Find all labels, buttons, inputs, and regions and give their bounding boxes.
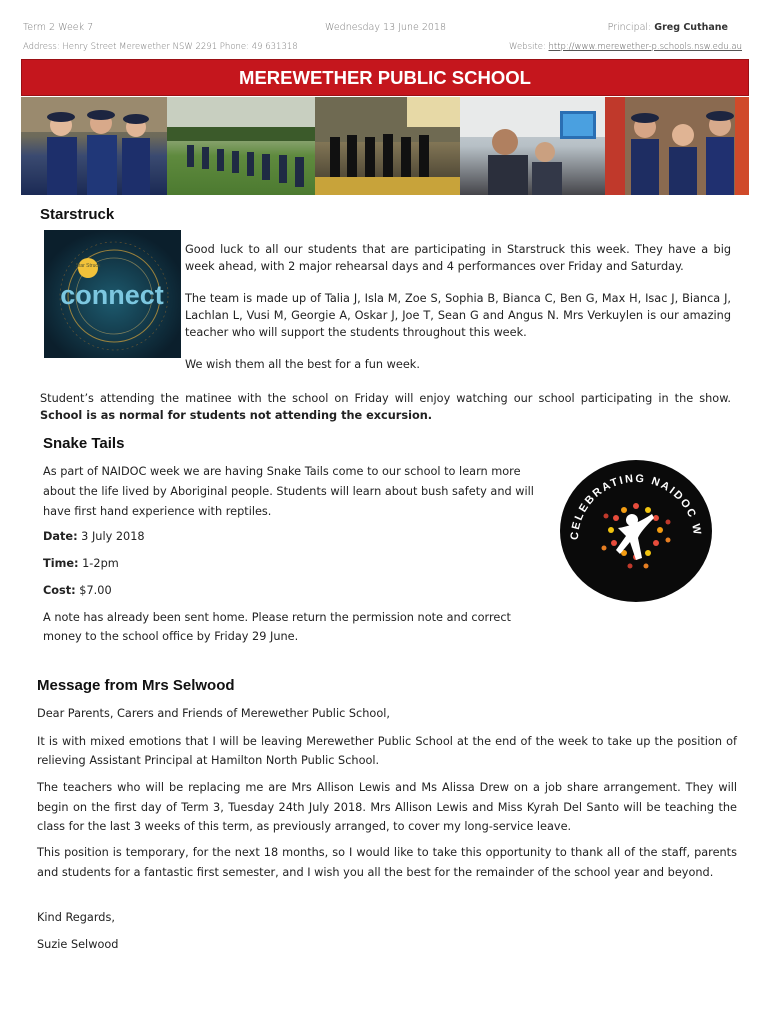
starstruck-heading: Starstruck — [40, 206, 115, 223]
photo-students-uniform-art — [21, 97, 167, 195]
naidoc-logo-art — [556, 458, 716, 604]
selwood-para-2: The teachers who will be replacing me are Mrs Allison Lewis and Ms Alissa Drew on a job share arrangement. They will begin on the first day of Term 3, Tuesday 24th July 2018. Mrs Allison Lewis and Miss Kyrah Del Santo will be teaching the class for the last 3 weeks of this term, as previously arranged, to cover my long-service leave. — [37, 781, 737, 833]
naidoc-week-logo — [556, 458, 716, 604]
snake-cost — [43, 582, 443, 599]
selwood-para-1: It is with mixed emotions that I will be leaving Merewether Public School at the end of the week to take up the position of relieving Assistant Principal at Hamilton North Public School. — [37, 735, 737, 767]
selwood-signature: Suzie Selwood — [37, 938, 119, 951]
naidoc-logo-text: CELEBRATING NAIDOC W — [568, 472, 704, 541]
photo-playground-art — [605, 97, 749, 195]
selwood-para-3: This position is temporary, for the next 18 months, so I would like to take this opportunity to thank all of the staff, parents and students for a fantastic first semester, and I wish you all the best for the remainder of the school year and beyond. — [37, 846, 737, 879]
photo-computers-art — [460, 97, 605, 195]
snake-note: A note has already been sent home. Please return the permission note and correct money to the school office by Friday 29 June. — [43, 611, 511, 643]
school-banner: MEREWETHER PUBLIC SCHOOL — [21, 59, 749, 96]
snake-date — [43, 528, 443, 545]
snake-time-value: 1-2pm — [78, 557, 119, 570]
snake-date-label: Date: — [43, 530, 78, 543]
connect-badge: Star Struck — [75, 263, 101, 269]
principal-label: Principal: — [607, 22, 652, 33]
photo-performance-art — [315, 97, 460, 195]
photo-line-on-field-art — [167, 97, 315, 195]
starstruck-para-2: The team is made up of Talia J, Isla M, Zoe S, Sophia B, Bianca C, Ben G, Max H, Isac J, Bianca J, Lachlan L, Vusi M, Georgie A, Oskar J, Joe T, Sean G and Angus N. Mrs Verkuylen is our amazing teacher who will support the students throughout this week. — [185, 292, 731, 339]
photo-line-on-field — [167, 97, 315, 195]
starstruck-para-4 — [40, 390, 731, 424]
connect-text: connect — [60, 280, 164, 310]
starstruck-normal-notice: School is as normal for students not attending the excursion. — [40, 409, 433, 422]
photo-strip — [21, 97, 749, 195]
selwood-greeting: Dear Parents, Carers and Friends of Merewether Public School, — [37, 707, 390, 720]
starstruck-para-1: Good luck to all our students that are participating in Starstruck this week. They have a big week ahead, with 2 major rehearsal days and 4 performances over Friday and Saturday. — [185, 243, 731, 273]
website-label: Website: — [509, 42, 546, 52]
principal-name: Greg Cuthane — [654, 22, 728, 33]
photo-playground — [605, 97, 749, 195]
photo-computers — [460, 97, 605, 195]
photo-performance — [315, 97, 460, 195]
snake-tails-heading: Snake Tails — [43, 435, 125, 452]
snake-time-label: Time: — [43, 557, 79, 570]
website-link[interactable]: http://www.merewether-p.schools.nsw.edu.au — [548, 42, 742, 52]
snake-date-value: 3 July 2018 — [77, 530, 145, 543]
starstruck-para-3: We wish them all the best for a fun week. — [185, 358, 420, 371]
school-address: Address: Henry Street Merewether NSW 2291 Phone: 49 631318 — [23, 42, 298, 52]
snake-time — [43, 555, 443, 572]
starstruck-matinee-text: Student’s attending the matinee with the school on Friday will enjoy watching our school participating in the show. — [40, 392, 731, 405]
term-week: Term 2 Week 7 — [23, 22, 94, 33]
connect-logo-art — [44, 230, 181, 358]
snake-cost-value: $7.00 — [75, 584, 112, 597]
selwood-heading: Message from Mrs Selwood — [37, 677, 235, 694]
selwood-closing: Kind Regards, — [37, 911, 115, 924]
issue-date: Wednesday 13 June 2018 — [325, 22, 447, 33]
snake-cost-label: Cost: — [43, 584, 76, 597]
snake-tails-intro: As part of NAIDOC week we are having Snake Tails come to our school to learn more about the life lived by Aboriginal people. Students will learn about bush safety and will have first hand experience with reptiles. — [43, 465, 534, 518]
starstruck-connect-logo — [44, 230, 181, 358]
principal — [608, 22, 728, 33]
photo-students-uniform — [21, 97, 167, 195]
school-website — [509, 42, 742, 52]
